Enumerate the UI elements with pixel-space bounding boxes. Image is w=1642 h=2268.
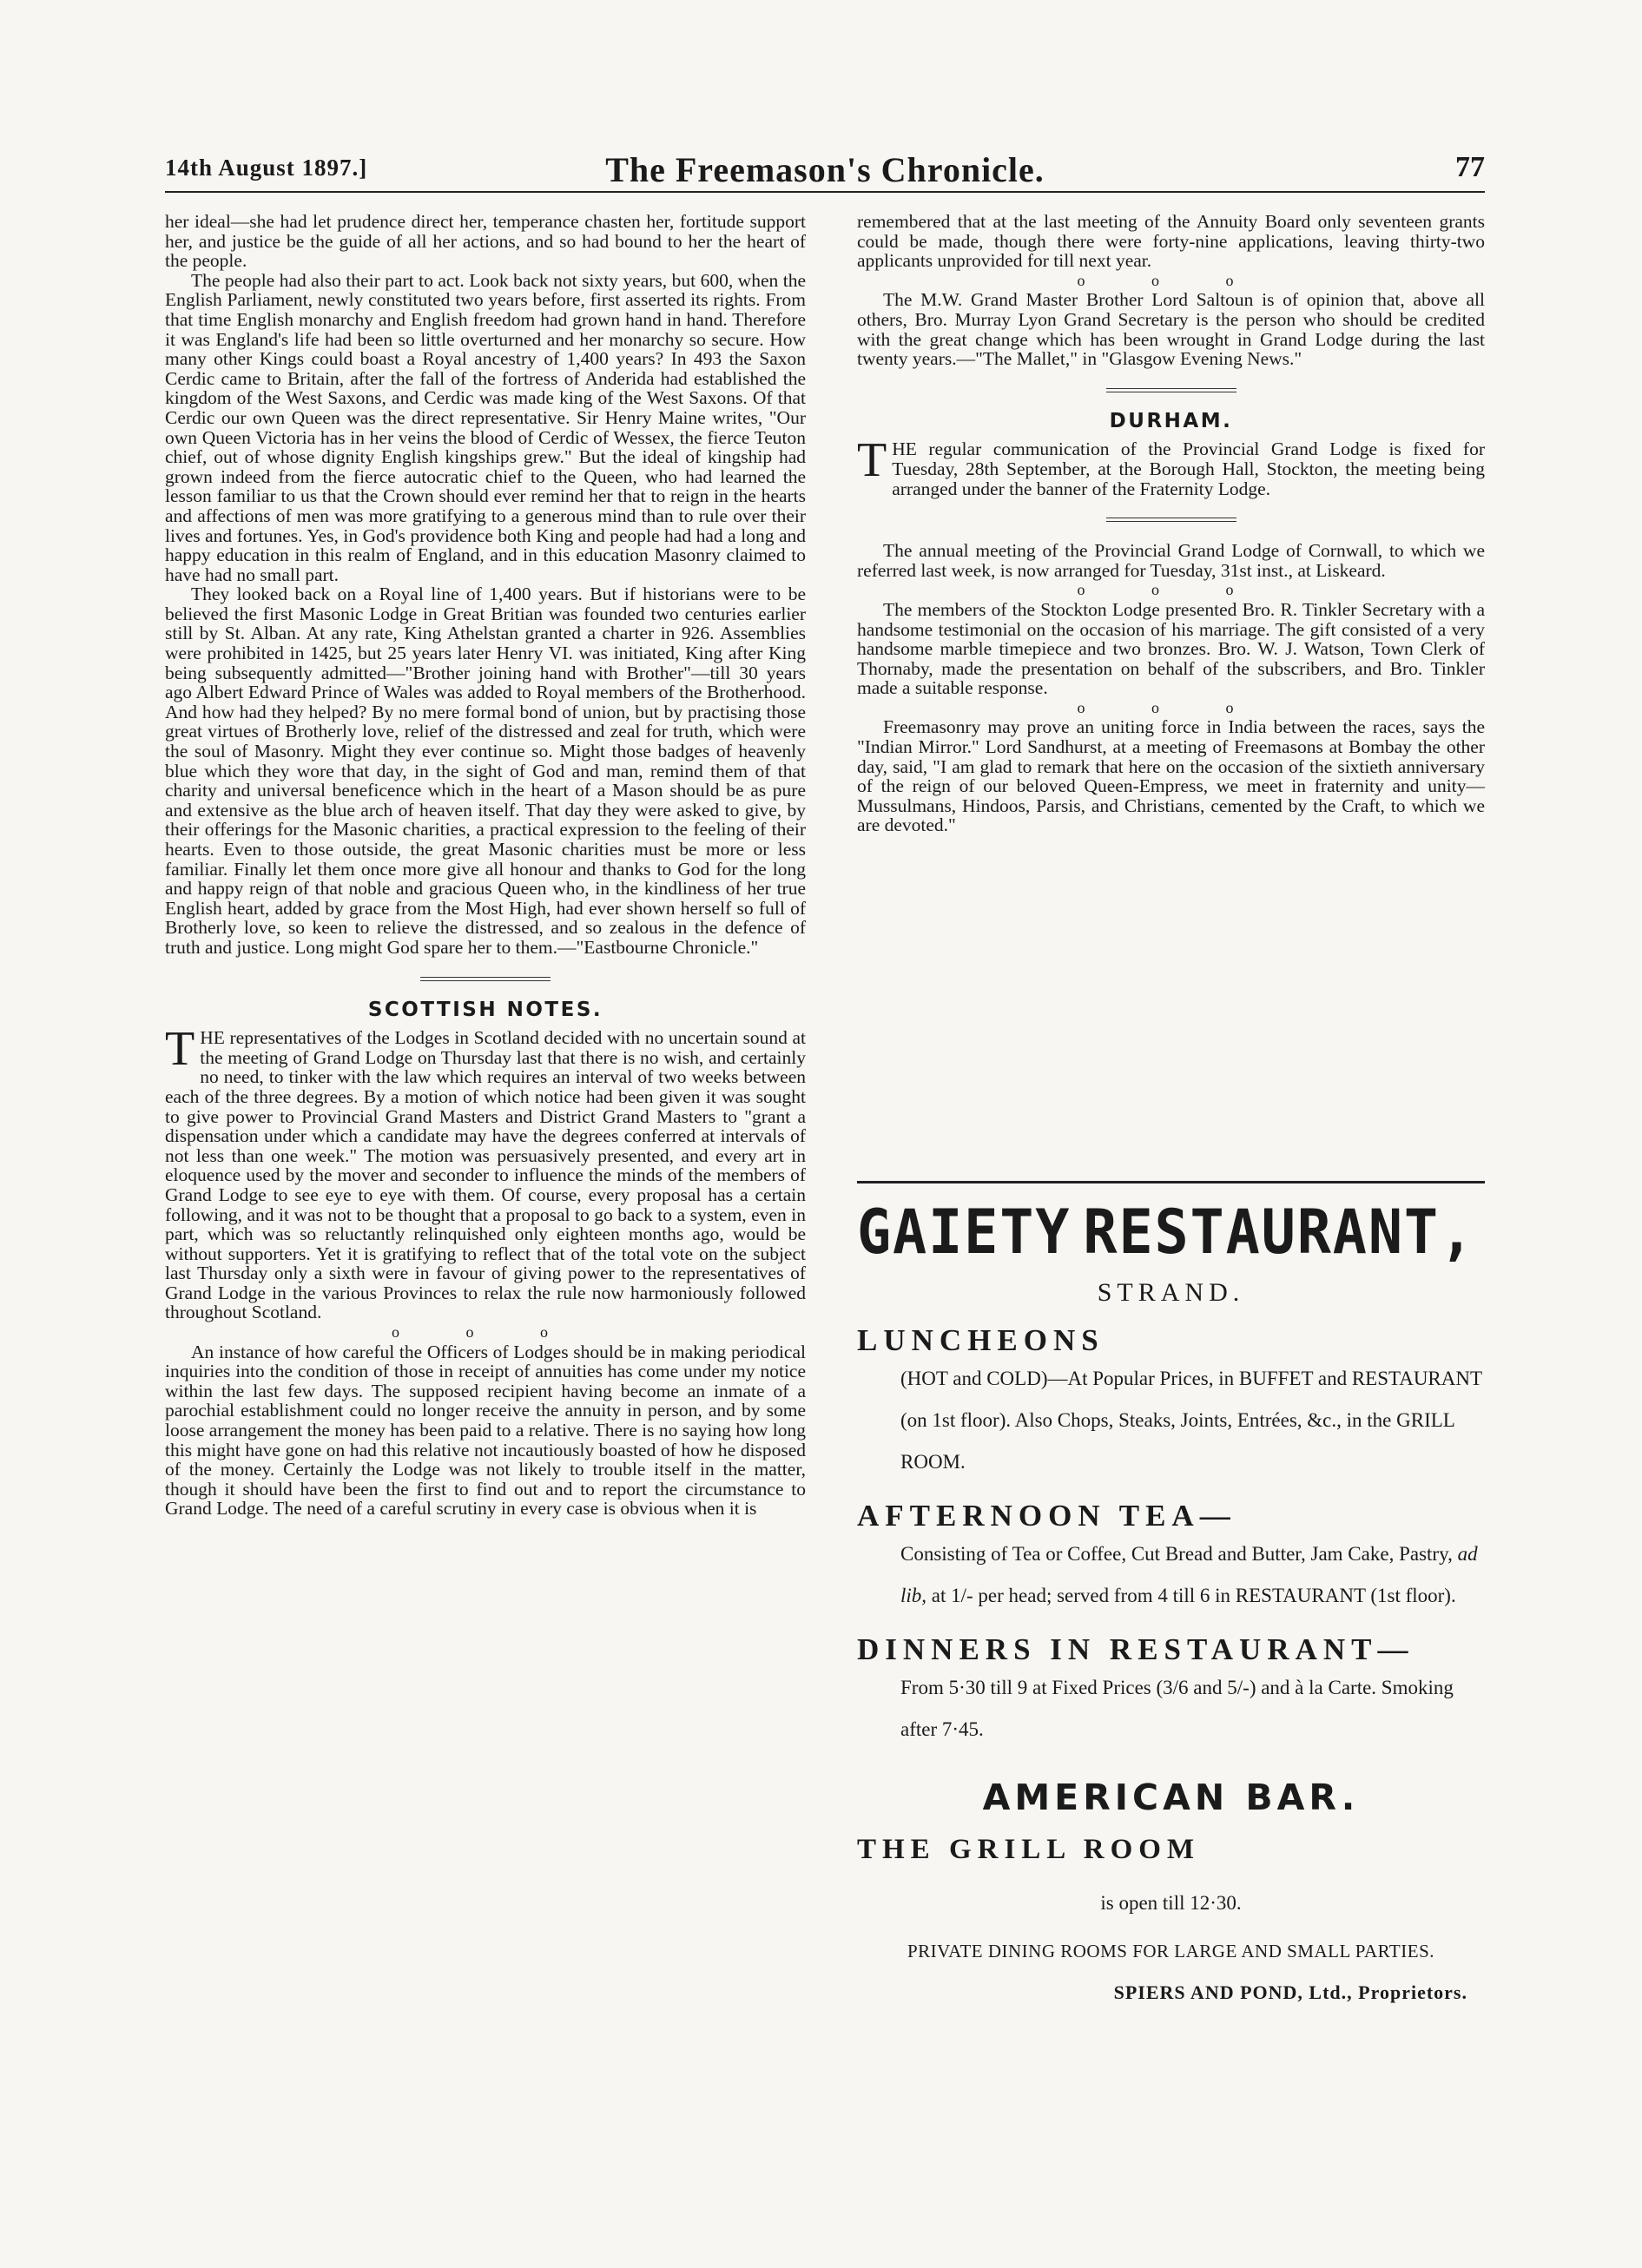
section-separator — [1106, 518, 1236, 522]
left-column — [165, 212, 806, 1519]
ad-text-afternoon-tea — [900, 1533, 1485, 1617]
section-heading-durham: DURHAM. — [1109, 409, 1233, 432]
section-dots: o o o — [1077, 271, 1265, 289]
article-paragraph: The people had also their part to act. Look back not sixty years, but 600, when the English Parliament, newly constituted two years before, first asserted its rights. From that time English monarchy and English freedom had grown hand in hand. Therefore it was England's life had been so little overturned and her monarchy so secure. How many other Kings could boast a Royal ancestry of 1,400 years? In 493 the Saxon Cerdic came to Britain, after the fall of the fortress of Anderida had established the kingdom of the West Saxons, and Cerdic was made king of the West Saxons. Of that Cerdic our own Queen was the direct representative. Sir Henry Maine writes, "Our own Queen Victoria has in her veins the blood of Cerdic of Wessex, the fierce Teuton chief, out of whose dignity English kingships grew." But the ideal of kingship had grown indeed from the fierce autocratic chief to the Queen, who had learned the lesson familiar to us that the Crown should ever remind her that to reign in the hearts and affections of men was more gratifying to a generous mind than to rule over their lives and fortunes. Yes, in God's providence both King and people had had a long and happy education in this realm of England, and in this education Masonry claimed to have had no small part. — [165, 269, 806, 585]
ad-text-grill-open: is open till 12·30. — [1100, 1892, 1242, 1914]
section-separator — [1106, 388, 1236, 392]
page-number: 77 — [1455, 151, 1485, 183]
ad-text-luncheons: (HOT and COLD)—At Popular Prices, in BUFFET and RESTAURANT (on 1st floor). Also Chops, Steaks, Joints, Entrées, &c., in the GRILL ROOM. — [900, 1368, 1482, 1473]
advertisement-rule — [857, 1181, 1485, 1183]
ad-title-word: RESTAURANT, — [1083, 1197, 1476, 1268]
masthead — [165, 149, 1485, 191]
ad-text-dinners: From 5·30 till 9 at Fixed Prices (3/6 and 5/-) and à la Carte. Smoking after 7·45. — [900, 1677, 1454, 1740]
section-dots: o o o — [1077, 698, 1265, 716]
article-paragraph: The members of the Stockton Lodge presented Bro. R. Tinkler Secretary with a handsome testimonial on the occasion of his marriage. The gift consisted of a very handsome marble timepiece and two bronzes. Bro. W. J. Watson, Town Clerk of Thornaby, made the presentation on behalf of the subscribers, and Bro. Tinkler made a suitable response. — [857, 598, 1485, 699]
paragraph-text: HE regular communication of the Provincial Grand Lodge is fixed for Tuesday, 28th September, at the Borough Hall, Stockton, the meeting being arranged under the banner of the Fraternity Lodge. — [892, 438, 1485, 499]
ad-title-word: GAIETY — [857, 1197, 1072, 1268]
article-paragraph — [857, 433, 1485, 499]
article-paragraph: her ideal—she had let prudence direct her, temperance chasten her, fortitude support her, and justice be the guide of all her actions, and so had bound to her the heart of the people. — [165, 211, 806, 272]
article-paragraph — [165, 1022, 806, 1323]
ad-title — [857, 1190, 1476, 1275]
ad-heading-grill-room: THE GRILL ROOM — [857, 1834, 1201, 1865]
masthead-rule — [165, 191, 1485, 193]
right-column — [857, 212, 1485, 835]
article-paragraph: The M.W. Grand Master Brother Lord Saltoun is of opinion that, above all others, Bro. Murray Lyon Grand Secretary is the person who should be credited with the great change which has been wrought in Grand Lodge during the last twenty years.—"The Mallet," in "Glasgow Evening News." — [857, 289, 1485, 370]
article-paragraph: remembered that at the last meeting of the Annuity Board only seventeen grants could be made, though there were forty-nine applications, leaving thirty-two applicants unprovided for till next year. — [857, 211, 1485, 272]
ad-heading-american-bar: AMERICAN BAR. — [982, 1777, 1360, 1818]
article-paragraph: They looked back on a Royal line of 1,400 years. But if historians were to be believed the first Masonic Lodge in Great Britian was founded two centuries earlier still by St. Alban. At any rate, King Athelstan granted a charter in 926. Assemblies were prohibited in 1425, but 25 years later Henry VI. was initiated, King after King being subsequently admitted—"Brother joining hand with Brother"—till 30 years ago Albert Edward Prince of Wales was added to Royal members of the Brotherhood. And how had they helped? By no mere formal bond of union, but by practising those great virtues of Brotherly love, relief of the distressed and zeal for truth, which were the soul of Masonry. Might they ever continue so. Might those badges of heavenly blue which they wore that day, in the sight of God and man, remind them of that charity and universal beneficence which in the heart of a Mason should be as pure and extensive as the blue arch of heaven itself. That day they were asked to give, by their offerings for the Masonic charities, a practical expression to the feeling of their hearts. Even to those outside, the great Masonic charities must be more or less familiar. Finally let them once more give all honour and thanks to God for the long and happy reign of that noble and gracious Queen who, in the kindliness of her true English heart, added by grace from the Most High, had ever shown herself so full of Brotherly love, so keen to relieve the distressed, and so zealous in the defence of truth and justice. Long might God spare her to them.—"Eastbourne Chronicle." — [165, 583, 806, 958]
publication-title: The Freemason's Chronicle. — [605, 150, 1045, 189]
ad-text-private-rooms: PRIVATE DINING ROOMS FOR LARGE AND SMALL PARTIES. — [907, 1941, 1435, 1961]
ad-text-part: at 1/- per head; served from 4 till 6 in RESTAURANT (1st floor). — [931, 1585, 1456, 1606]
article-paragraph: The annual meeting of the Provincial Grand Lodge of Cornwall, to which we referred last week, is now arranged for Tuesday, 31st inst., at Liskeard. — [857, 540, 1485, 581]
issue-date: 14th August 1897.] — [165, 155, 368, 181]
ad-heading-dinners: DINNERS IN RESTAURANT— — [857, 1632, 1414, 1666]
ad-heading-afternoon-tea: AFTERNOON TEA— — [857, 1499, 1236, 1533]
section-separator — [420, 977, 551, 981]
ad-location: STRAND. — [1097, 1278, 1245, 1307]
section-dots: o o o — [392, 1323, 579, 1342]
drop-cap: T — [857, 433, 887, 488]
article-paragraph: An instance of how careful the Officers of Lodges should be in making periodical inquiries into the condition of those in receipt of annuities has come under my notice within the last few days. The supposed recipient having become an inmate of a parochial establishment could no longer receive the annuity in person, and by some loose arrangement the money has been paid to a relative. There is no saying how long this might have gone on had this relative not incautiously boasted of how he disposed of the money. Certainly the Lodge was not likely to trouble itself in the matter, though it should have been the first to find out and to report the circumstance to Grand Lodge. The need of a careful scrutiny in every case is obvious when it is — [165, 1341, 806, 1520]
section-dots: o o o — [1077, 581, 1265, 599]
paragraph-text: HE representatives of the Lodges in Scotland decided with no uncertain sound at the meeting of Grand Lodge on Thursday last that there is no wish, and certainly no need, to tinker with the law which requires an interval of two weeks between each of the three degrees. By a motion of which notice had been given it was sought to give power to Provincial Grand Masters and District Grand Masters to "grant a dispensation under which a candidate may have the degrees conferred at intervals of not less than one week." The motion was persuasively presented, and every art in eloquence used by the mover and seconder to influence the minds of the members of Grand Lodge to see eye to eye with them. Of course, every proposal has a certain following, and it was not to be thought that a proposal to go back to a system, even in part, which was so reluctantly relinquished only eighteen months ago, would be without supporters. Yet it is gratifying to reflect that of the total vote on the subject last Thursday only a sixth were in favour of giving power to the representatives of Grand Lodge in the various Provinces to relax the rule now harmoniously followed throughout Scotland. — [165, 1027, 806, 1323]
drop-cap: T — [165, 1022, 195, 1077]
ad-heading-luncheons: LUNCHEONS — [857, 1323, 1105, 1357]
gaiety-restaurant-advertisement — [857, 1190, 1485, 2004]
ad-text-part: Consisting of Tea or Coffee, Cut Bread and Butter, Jam Cake, Pastry, — [900, 1543, 1453, 1565]
section-heading-scottish-notes: SCOTTISH NOTES. — [367, 998, 603, 1021]
ad-text-italic: ad lib, — [900, 1543, 1478, 1606]
article-paragraph: Freemasonry may prove an uniting force in India between the races, says the "Indian Mirror." Lord Sandhurst, at a meeting of Freemasons at Bombay the other day, said, "I am glad to remark that here on the occasion of the sixtieth anniversary of the reign of our beloved Queen-Empress, we meet in fraternity and unity—Mussulmans, Hindoos, Parsis, and Christians, cemented by the Craft, to which we are devoted." — [857, 716, 1485, 836]
ad-proprietors: SPIERS AND POND, Ltd., Proprietors. — [1113, 1981, 1467, 2003]
